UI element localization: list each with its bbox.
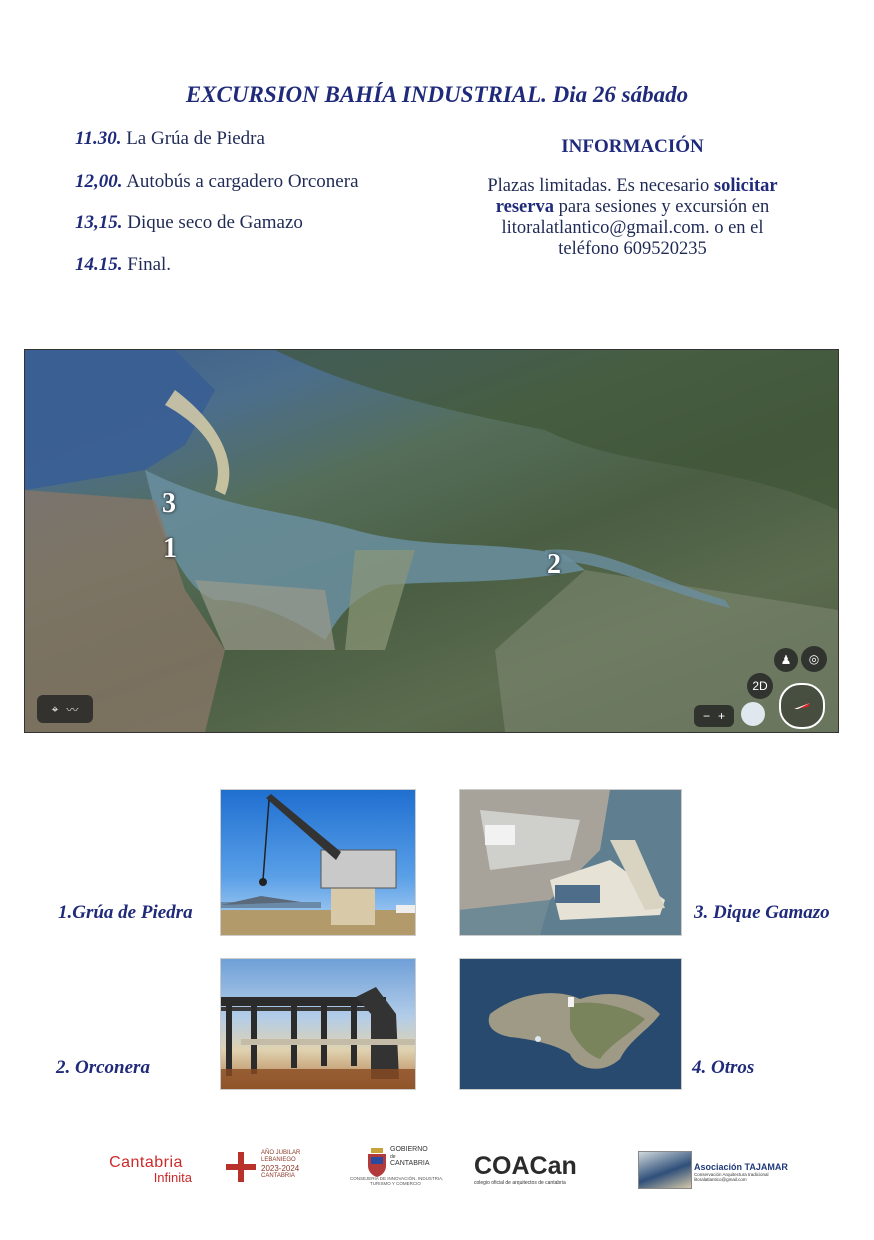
logo-text: CANTABRIA	[390, 1160, 430, 1167]
orconera-illustration	[221, 959, 415, 1089]
logo-text: Cantabria	[109, 1154, 183, 1171]
target-icon[interactable]: ◎	[808, 652, 820, 666]
schedule-item	[75, 254, 171, 276]
globe-icon[interactable]	[741, 702, 765, 726]
page-title: EXCURSION BAHÍA INDUSTRIAL. Dia 26 sábado	[185, 82, 689, 107]
info-text-2: para sesiones y excursión en litoralatlantico@gmail.com. o en el teléfono 609520235	[501, 197, 770, 259]
schedule-item	[75, 128, 265, 150]
logo-text: TURISMO Y COMERCIO	[370, 1181, 421, 1186]
map-marker-1: 1	[163, 533, 177, 564]
photo-caption-2: 2. Orconera	[56, 1057, 150, 1078]
photo-grua-de-piedra	[220, 789, 416, 936]
logo-text: litoralatlantico@gmail.com	[694, 1177, 747, 1182]
logo-text: 2023-2024	[261, 1164, 300, 1173]
aerial-map	[24, 349, 839, 733]
info-text-1: Plazas limitadas. Es necesario	[487, 176, 714, 196]
logo-cantabria-infinita	[96, 1155, 196, 1184]
map-terrain	[25, 350, 838, 732]
photo-caption-4: 4. Otros	[692, 1057, 755, 1078]
logo-text: colegio oficial de arquitectos de cantabria	[474, 1180, 566, 1186]
schedule-label: Autobús a cargadero Orconera	[122, 171, 359, 192]
logo-ano-jubilar	[224, 1150, 319, 1186]
photo-orconera	[220, 958, 416, 1090]
schedule-item	[75, 212, 303, 234]
cross-icon	[224, 1150, 258, 1184]
crane-illustration	[221, 790, 415, 935]
toggle-2d-button[interactable]: 2D	[747, 673, 773, 699]
photo-caption-3: 3. Dique Gamazo	[694, 902, 830, 923]
coat-of-arms-icon	[366, 1148, 388, 1178]
schedule-time: 14.15.	[75, 254, 123, 275]
compass-button[interactable]	[779, 683, 825, 729]
zoom-out-button[interactable]: −	[702, 709, 710, 723]
street-view-button[interactable]	[774, 648, 798, 672]
photo-dique-gamazo	[459, 789, 682, 936]
info-heading: INFORMACIÓN	[561, 136, 704, 157]
photo-otros	[459, 958, 682, 1090]
compass-icon[interactable]	[781, 685, 823, 727]
path-icon[interactable]: 〰	[66, 702, 79, 717]
logo-text: GOBIERNO	[390, 1146, 428, 1153]
logo-text: LEBANIEGO	[261, 1157, 296, 1163]
logo-coacan	[474, 1152, 589, 1186]
person-icon[interactable]: ♟	[780, 653, 792, 667]
wave-image	[638, 1151, 692, 1189]
photo-caption-1: 1.Grúa de Piedra	[58, 902, 193, 923]
schedule-sep: .	[117, 212, 123, 233]
schedule-sep: .	[116, 128, 122, 149]
info-body	[480, 176, 785, 260]
zoom-control[interactable]	[694, 705, 734, 727]
schedule-time: 13,15	[75, 212, 118, 233]
logo-tajamar	[638, 1151, 788, 1189]
logo-text: Infinita	[153, 1170, 192, 1185]
my-location-button[interactable]	[801, 646, 827, 672]
island-illustration	[460, 959, 681, 1089]
logo-text: de	[390, 1154, 396, 1160]
dique-illustration	[460, 790, 681, 935]
schedule-item	[75, 171, 359, 193]
map-tools-control[interactable]	[37, 695, 93, 723]
schedule-sep: .	[117, 171, 123, 192]
logo-text: CONSEJERÍA DE INNOVACIÓN, INDUSTRIA,	[350, 1176, 444, 1181]
schedule-label: La Grúa de Piedra	[121, 128, 265, 149]
schedule-label: Final.	[122, 254, 172, 275]
zoom-in-button[interactable]: +	[718, 709, 726, 723]
logo-text: CANTABRIA	[261, 1173, 295, 1179]
logo-text: COACan	[474, 1152, 577, 1180]
logo-text: AÑO JUBILAR	[261, 1150, 301, 1156]
schedule-time: 12,00	[75, 171, 118, 192]
location-pin-icon[interactable]: ⌖	[51, 701, 59, 716]
logo-gobierno-cantabria	[350, 1146, 450, 1190]
info-text-bold: solicitar reserva	[495, 176, 778, 217]
map-marker-2: 2	[547, 549, 561, 580]
map-marker-3: 3	[162, 488, 176, 519]
logo-text: Conservación Arquitectura tradicional	[694, 1172, 769, 1177]
schedule-label: Dique seco de Gamazo	[122, 212, 303, 233]
logo-text: Asociación TAJAMAR	[694, 1162, 788, 1172]
schedule-time: 11.30	[75, 128, 117, 149]
